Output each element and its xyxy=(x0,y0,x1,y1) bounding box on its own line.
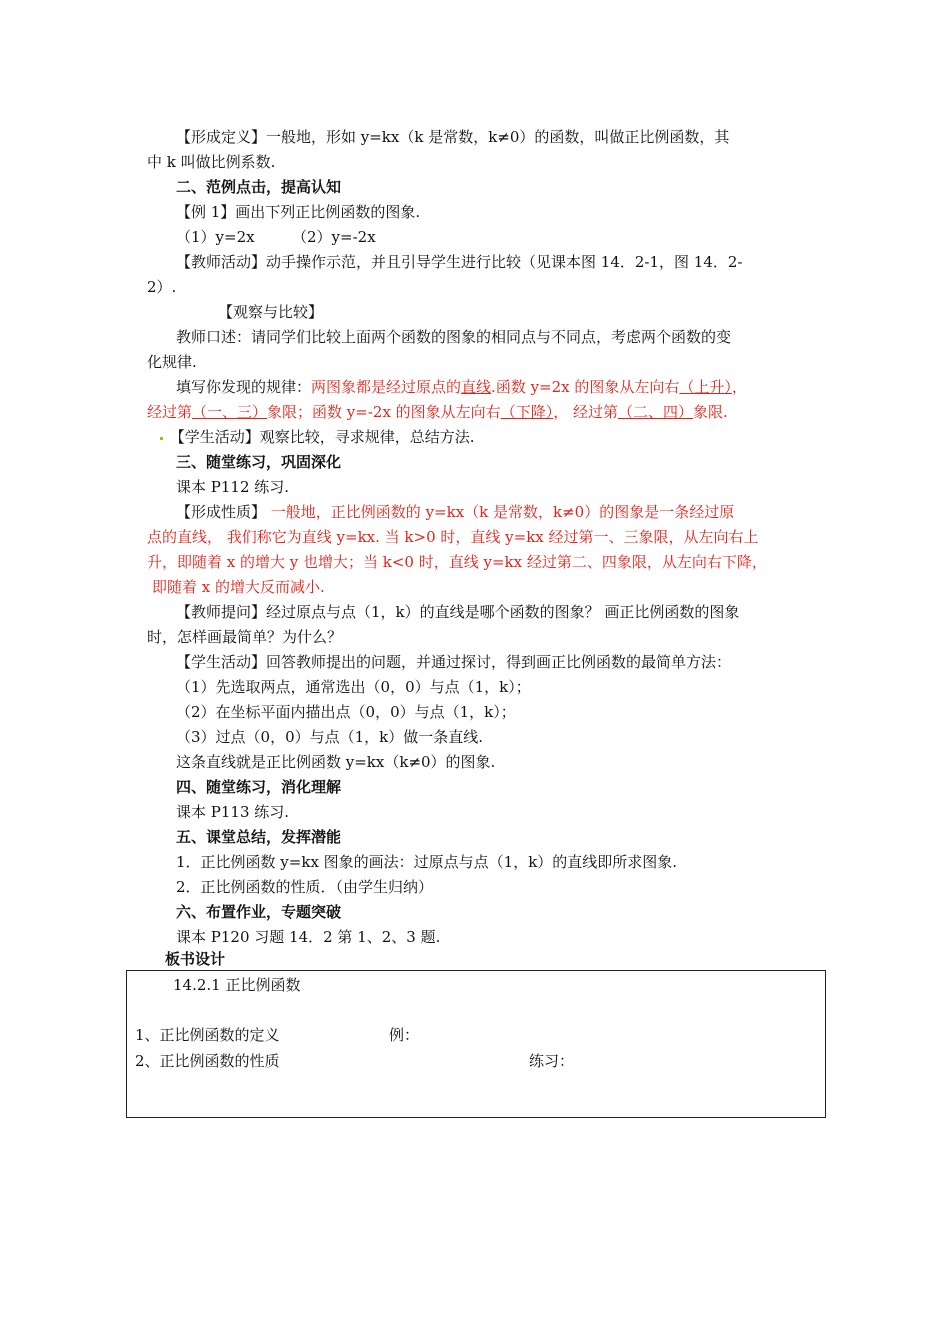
practice-p113: 课本 P113 练习. xyxy=(176,803,290,821)
property-text: 一般地，正比例函数的 y=kx（k 是常数，k≠0）的图象是一条经过原 xyxy=(270,503,735,521)
student-activity-line xyxy=(158,427,475,447)
property-prefix: 【形成性质】 xyxy=(176,503,267,521)
rule-fill-answer-quadrant-1-3: （一、三） xyxy=(192,403,268,421)
board-item-definition: 1、正比例函数的定义 xyxy=(135,1026,280,1044)
rule-fill-answer-up: （上升） xyxy=(679,378,732,396)
rule-fill-text: ， xyxy=(731,378,747,396)
rule-fill-text: .函数 y=2x 的图象从左向右 xyxy=(491,378,680,396)
rule-fill-prefix: 填写你发现的规律： xyxy=(176,378,312,396)
teacher-question-line-1: 【教师提问】经过原点与点（1，k）的直线是哪个函数的图象？ 画正比例函数的图象 xyxy=(176,603,740,621)
board-item-example: 例： xyxy=(389,1026,420,1044)
board-title: 14.2.1 正比例函数 xyxy=(173,976,301,994)
rule-fill-answer-quadrant-2-4: （二、四） xyxy=(617,403,693,421)
rule-fill-line-2 xyxy=(147,402,728,422)
section-heading-3: 三、随堂练习，巩固深化 xyxy=(176,453,342,471)
method-step-3: （3）过点（0，0）与点（1，k）做一条直线. xyxy=(176,728,484,746)
teacher-activity-line-2: 2）. xyxy=(147,278,177,296)
rule-fill-text: 两图象都是经过原点的 xyxy=(311,378,462,396)
property-line-3: 升，即随着 x 的增大 y 也增大；当 k<0 时，直线 y=kx 经过第二、四象限，从左向右下降， xyxy=(147,553,767,571)
board-item-property: 2、正比例函数的性质 xyxy=(135,1052,280,1070)
rule-fill-line-1 xyxy=(176,377,747,397)
method-step-1: （1）先选取两点，通常选出（0，0）与点（1，k）； xyxy=(176,678,531,696)
rule-fill-text: 象限；函数 y=-2x 的图象从左向右 xyxy=(267,403,501,421)
practice-p112: 课本 P112 练习. xyxy=(176,478,290,496)
section-heading-4: 四、随堂练习，消化理解 xyxy=(176,778,342,796)
method-step-2: （2）在坐标平面内描出点（0，0）与点（1，k）； xyxy=(176,703,516,721)
student-activity-text: 【学生活动】观察比较，寻求规律，总结方法. xyxy=(169,428,475,446)
board-design-heading: 板书设计 xyxy=(165,950,226,968)
definition-line-2: 中 k 叫做比例系数. xyxy=(147,153,276,171)
observe-compare-heading: 【观察与比较】 xyxy=(218,303,324,321)
homework-line: 课本 P120 习题 14．2 第 1、2、3 题. xyxy=(176,928,441,946)
rule-fill-answer-down: （下降） xyxy=(500,403,554,421)
summary-item-2: 2．正比例函数的性质．（由学生归纳） xyxy=(176,878,434,896)
property-line-1 xyxy=(176,502,734,522)
board-item-practice: 练习： xyxy=(529,1052,575,1070)
board-design-box xyxy=(126,970,826,1118)
section-heading-6: 六、布置作业，专题突破 xyxy=(176,903,342,921)
definition-line-1: 【形成定义】一般地，形如 y=kx（k 是常数，k≠0）的函数，叫做正比例函数，其 xyxy=(176,128,730,146)
section-heading-5: 五、课堂总结，发挥潜能 xyxy=(176,828,342,846)
rule-fill-answer-line: 直线 xyxy=(461,378,492,396)
student-answer-line: 【学生活动】回答教师提出的问题，并通过探讨，得到画正比例函数的最简单方法： xyxy=(176,653,732,671)
summary-item-1: 1．正比例函数 y=kx 图象的画法：过原点与点（1，k）的直线即所求图象. xyxy=(176,853,678,871)
teacher-question-line-2: 时，怎样画最简单？为什么？ xyxy=(147,628,343,646)
example-1-item-2: （2）y=-2x xyxy=(292,228,376,246)
teacher-oral-line-1: 教师口述：请同学们比较上面两个函数的图象的相同点与不同点，考虑两个函数的变 xyxy=(176,328,732,346)
teacher-activity-line-1: 【教师活动】动手操作示范，并且引导学生进行比较（见课本图 14．2-1，图 14．2- xyxy=(176,253,743,271)
example-1-title: 【例 1】画出下列正比例函数的图象. xyxy=(176,203,421,221)
section-heading-2: 二、范例点击，提高认知 xyxy=(176,178,342,196)
method-conclusion: 这条直线就是正比例函数 y=kx（k≠0）的图象. xyxy=(176,753,496,771)
rule-fill-text: 经过第 xyxy=(147,403,193,421)
property-line-4: 即随着 x 的增大反而减小. xyxy=(152,578,325,596)
example-1-item-1: （1）y=2x xyxy=(176,228,255,246)
bullet-marker-icon xyxy=(160,437,163,440)
teacher-oral-line-2: 化规律. xyxy=(147,353,197,371)
property-line-2: 点的直线， 我们称它为直线 y=kx. 当 k>0 时，直线 y=kx 经过第一、三象限，从左向右上 xyxy=(147,528,759,546)
rule-fill-text: 象限. xyxy=(693,403,728,421)
rule-fill-text: ， 经过第 xyxy=(553,403,618,421)
